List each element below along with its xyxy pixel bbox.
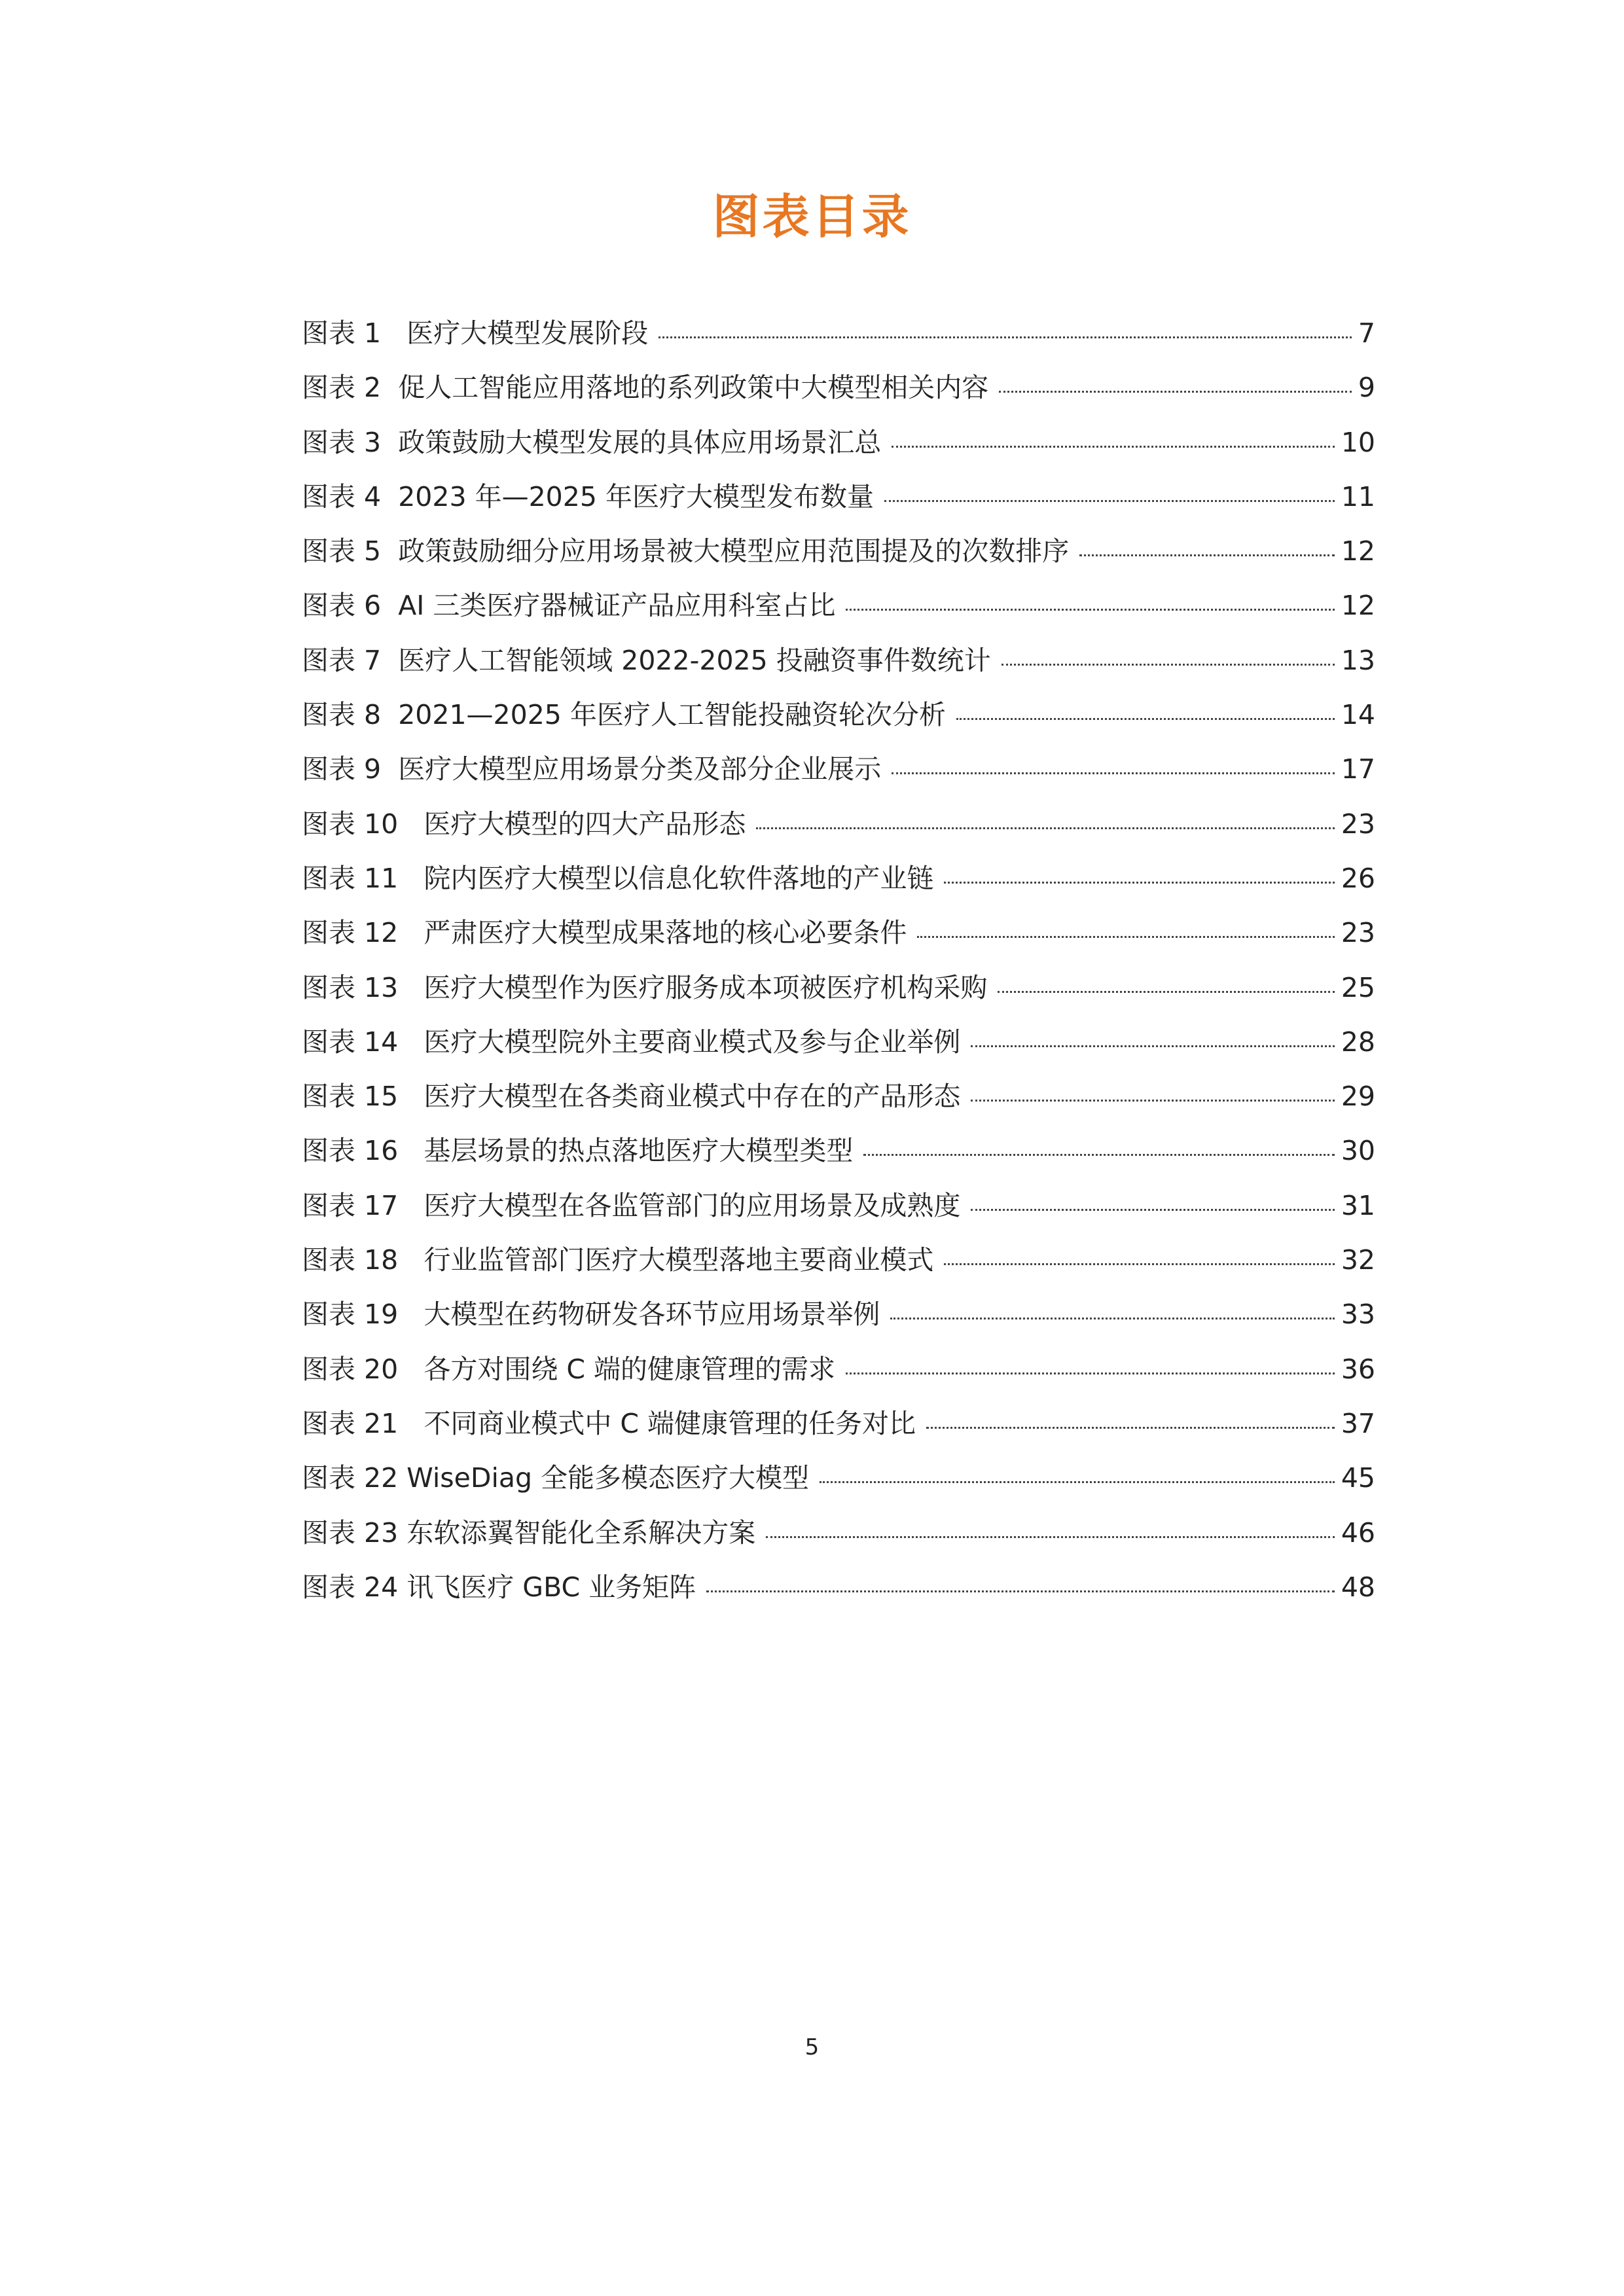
toc-entry-separator	[398, 1397, 424, 1451]
toc-entry-separator	[398, 797, 424, 852]
toc-entry[interactable]	[302, 1124, 1375, 1178]
toc-entry-page-number: 23	[1341, 917, 1375, 949]
toc-entry-separator	[381, 524, 398, 579]
toc-entry-page-number: 12	[1341, 535, 1375, 567]
toc-entry-separator	[381, 634, 398, 688]
dot-leader	[944, 882, 1335, 884]
toc-entry-label: 图表 2	[302, 372, 382, 404]
toc-entry[interactable]	[302, 1397, 1375, 1451]
toc-entry-page-number: 30	[1341, 1135, 1375, 1167]
toc-entry-separator	[381, 579, 398, 633]
dot-leader	[846, 609, 1334, 611]
toc-entry-label: 图表 14	[302, 1026, 399, 1058]
toc-entry-page-number: 31	[1341, 1189, 1375, 1221]
dot-leader	[956, 718, 1335, 720]
toc-entry-title: 医疗大模型的四大产品形态	[424, 808, 746, 840]
toc-entry-label: 图表 6	[302, 590, 382, 622]
toc-entry[interactable]	[302, 1287, 1375, 1342]
toc-entry-separator	[381, 742, 398, 797]
dot-leader	[756, 827, 1335, 829]
toc-entry[interactable]	[302, 1506, 1375, 1560]
toc-entry-label: 图表 13	[302, 971, 399, 1003]
toc-entry-label: 图表 15	[302, 1081, 399, 1113]
toc-entry-separator	[398, 1342, 424, 1397]
toc-entry[interactable]	[302, 1560, 1375, 1615]
toc-entry[interactable]	[302, 1179, 1375, 1233]
dot-leader	[706, 1590, 1335, 1592]
toc-entry-separator	[398, 852, 424, 906]
dot-leader	[820, 1481, 1335, 1483]
toc-entry-label: 图表 10	[302, 808, 399, 840]
toc-entry[interactable]	[302, 361, 1375, 415]
dot-leader	[926, 1427, 1335, 1429]
toc-entry[interactable]	[302, 1233, 1375, 1287]
toc-entry-label: 图表 3	[302, 426, 382, 458]
toc-entry-title: 院内医疗大模型以信息化软件落地的产业链	[424, 862, 934, 894]
dot-leader	[890, 1318, 1335, 1319]
toc-entry-separator	[398, 1233, 424, 1287]
dot-leader	[884, 500, 1335, 502]
toc-entry-label: 图表 5	[302, 535, 382, 567]
toc-entry[interactable]	[302, 634, 1375, 688]
toc-entry-page-number: 25	[1341, 971, 1375, 1003]
toc-entry-label: 图表 16	[302, 1135, 399, 1167]
toc-entry[interactable]	[302, 852, 1375, 906]
toc-entry-title: 促人工智能应用落地的系列政策中大模型相关内容	[398, 372, 989, 404]
toc-entry-label: 图表 8	[302, 699, 382, 731]
table-of-figures	[302, 306, 1375, 1615]
toc-entry[interactable]	[302, 1015, 1375, 1069]
toc-entry-title: 不同商业模式中 C 端健康管理的任务对比	[424, 1407, 916, 1439]
toc-entry[interactable]	[302, 961, 1375, 1015]
toc-entry-separator	[398, 906, 424, 960]
toc-entry-label: 图表 11	[302, 862, 399, 894]
toc-entry[interactable]	[302, 797, 1375, 852]
toc-entry-page-number: 37	[1341, 1407, 1375, 1439]
toc-entry-page-number: 10	[1341, 426, 1375, 458]
toc-entry-separator	[398, 1287, 424, 1342]
dot-leader	[971, 1100, 1335, 1102]
toc-entry-label: 图表 23	[302, 1516, 399, 1549]
toc-entry-title: 医疗大模型作为医疗服务成本项被医疗机构采购	[424, 971, 988, 1003]
dot-leader	[892, 446, 1335, 448]
toc-entry-title: WiseDiag 全能多模态医疗大模型	[406, 1462, 810, 1494]
toc-entry-title: 政策鼓励大模型发展的具体应用场景汇总	[398, 426, 882, 458]
dot-leader	[971, 1045, 1335, 1047]
toc-entry-label: 图表 18	[302, 1244, 399, 1276]
toc-entry-title: 医疗大模型应用场景分类及部分企业展示	[398, 753, 882, 785]
toc-entry-separator	[398, 1179, 424, 1233]
toc-entry-page-number: 29	[1341, 1081, 1375, 1113]
toc-entry-page-number: 33	[1341, 1299, 1375, 1331]
toc-entry-title: 医疗人工智能领域 2022-2025 投融资事件数统计	[398, 644, 991, 676]
toc-entry-page-number: 17	[1341, 753, 1375, 785]
toc-entry-label: 图表 12	[302, 917, 399, 949]
toc-entry[interactable]	[302, 742, 1375, 797]
toc-entry-label: 图表 24	[302, 1571, 399, 1603]
dot-leader	[917, 936, 1335, 938]
toc-entry-title: 政策鼓励细分应用场景被大模型应用范围提及的次数排序	[398, 535, 1070, 567]
toc-entry-separator	[381, 306, 406, 361]
dot-leader	[846, 1372, 1335, 1374]
toc-entry-separator	[398, 961, 424, 1015]
toc-entry-page-number: 45	[1341, 1462, 1375, 1494]
toc-entry-separator	[398, 1451, 406, 1505]
toc-entry[interactable]	[302, 524, 1375, 579]
toc-entry[interactable]	[302, 579, 1375, 633]
toc-entry-separator	[381, 361, 398, 415]
toc-entry-title: 行业监管部门医疗大模型落地主要商业模式	[424, 1244, 934, 1276]
toc-entry-page-number: 11	[1341, 480, 1375, 512]
toc-entry-separator	[381, 416, 398, 470]
toc-entry[interactable]	[302, 470, 1375, 524]
toc-entry-page-number: 48	[1341, 1571, 1375, 1603]
toc-entry-page-number: 12	[1341, 590, 1375, 622]
toc-entry-title: 大模型在药物研发各环节应用场景举例	[424, 1299, 880, 1331]
toc-entry-label: 图表 19	[302, 1299, 399, 1331]
toc-entry-separator	[398, 1069, 424, 1124]
toc-entry-page-number: 46	[1341, 1516, 1375, 1549]
toc-entry-title: 讯飞医疗 GBC 业务矩阵	[406, 1571, 696, 1603]
toc-entry-separator	[398, 1560, 406, 1615]
dot-leader	[766, 1536, 1335, 1538]
dot-leader	[1001, 664, 1335, 666]
toc-entry-separator	[381, 470, 398, 524]
toc-entry-title: 2021—2025 年医疗人工智能投融资轮次分析	[398, 699, 946, 731]
toc-entry-title: 医疗大模型在各类商业模式中存在的产品形态	[424, 1081, 961, 1113]
toc-entry[interactable]	[302, 906, 1375, 960]
toc-entry-page-number: 13	[1341, 644, 1375, 676]
dot-leader	[999, 391, 1352, 393]
dot-leader	[892, 772, 1335, 774]
dot-leader	[944, 1263, 1335, 1265]
toc-entry-label: 图表 4	[302, 480, 382, 512]
toc-entry-page-number: 28	[1341, 1026, 1375, 1058]
toc-entry-title: 2023 年—2025 年医疗大模型发布数量	[398, 480, 874, 512]
toc-entry-title: 医疗大模型院外主要商业模式及参与企业举例	[424, 1026, 961, 1058]
toc-entry-label: 图表 17	[302, 1189, 399, 1221]
toc-entry-label: 图表 7	[302, 644, 382, 676]
toc-entry-title: 东软添翼智能化全系解决方案	[406, 1516, 756, 1549]
toc-entry-separator	[398, 1506, 406, 1560]
toc-entry-label: 图表 20	[302, 1353, 399, 1385]
toc-entry-label: 图表 21	[302, 1407, 399, 1439]
toc-entry-title: 基层场景的热点落地医疗大模型类型	[424, 1135, 854, 1167]
dot-leader	[1079, 554, 1335, 556]
toc-entry-label: 图表 1	[302, 317, 382, 349]
toc-entry-label: 图表 22	[302, 1462, 399, 1494]
toc-entry[interactable]	[302, 1451, 1375, 1505]
dot-leader	[863, 1154, 1335, 1156]
toc-entry-page-number: 32	[1341, 1244, 1375, 1276]
toc-entry-title: AI 三类医疗器械证产品应用科室占比	[398, 590, 836, 622]
toc-entry-separator	[398, 1015, 424, 1069]
toc-entry[interactable]	[302, 416, 1375, 470]
toc-entry-title: 各方对围绕 C 端的健康管理的需求	[424, 1353, 836, 1385]
toc-entry-page-number: 26	[1341, 862, 1375, 894]
toc-entry-page-number: 14	[1341, 699, 1375, 731]
toc-entry-page-number: 36	[1341, 1353, 1375, 1385]
page-title: 图表目录	[712, 189, 912, 244]
page-number: 5	[804, 2034, 820, 2060]
toc-entry-separator	[381, 688, 398, 742]
toc-entry-title: 严肃医疗大模型成果落地的核心必要条件	[424, 917, 907, 949]
toc-entry-page-number: 23	[1341, 808, 1375, 840]
dot-leader	[659, 336, 1352, 338]
toc-entry-title: 医疗大模型发展阶段	[406, 317, 649, 349]
toc-entry-page-number: 7	[1358, 317, 1375, 349]
toc-entry[interactable]	[302, 306, 1375, 361]
toc-entry[interactable]	[302, 688, 1375, 742]
toc-entry-title: 医疗大模型在各监管部门的应用场景及成熟度	[424, 1189, 961, 1221]
dot-leader	[971, 1209, 1335, 1211]
toc-entry[interactable]	[302, 1342, 1375, 1397]
toc-entry-page-number: 9	[1358, 372, 1375, 404]
toc-entry-label: 图表 9	[302, 753, 382, 785]
dot-leader	[998, 991, 1335, 993]
toc-entry[interactable]	[302, 1069, 1375, 1124]
toc-entry-separator	[398, 1124, 424, 1178]
